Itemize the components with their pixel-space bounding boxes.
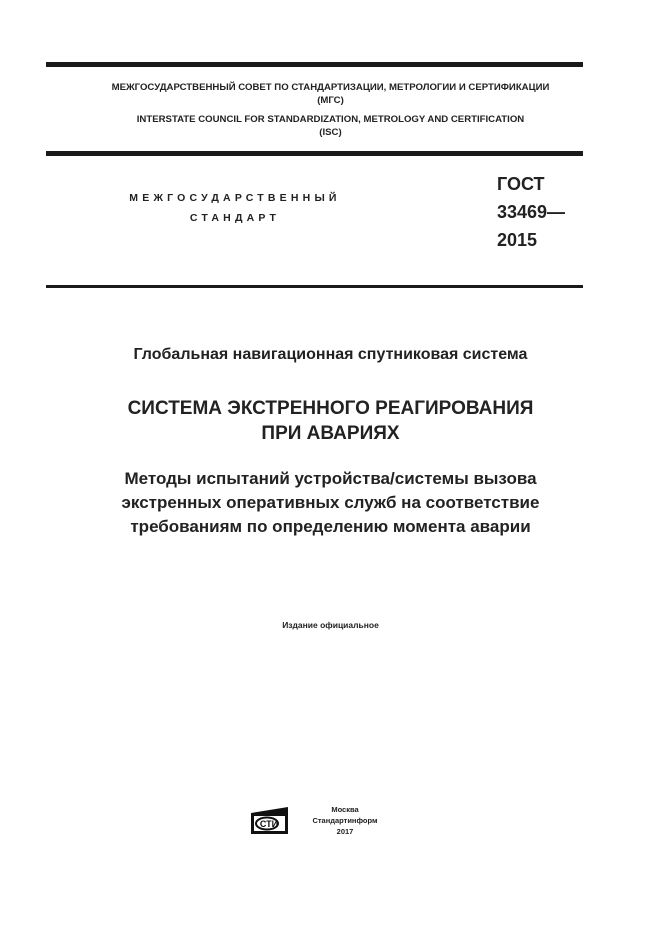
- publisher-block: [290, 804, 400, 837]
- standard-rule: [46, 285, 583, 288]
- council-en: INTERSTATE COUNCIL FOR STANDARDIZATION, METROLOGY AND CERTIFICATION: [136, 114, 525, 125]
- publisher-name: Стандартинформ: [312, 816, 378, 825]
- svg-text:СТИ: СТИ: [259, 819, 279, 829]
- methods-line2: экстренных оперативных служб на соответствие: [121, 493, 540, 512]
- publisher-city: Москва: [331, 805, 359, 814]
- gost-label: ГОСТ: [497, 174, 545, 194]
- top-rule: [46, 62, 583, 67]
- main-title-line1: СИСТЕМА ЭКСТРЕННОГО РЕАГИРОВАНИЯ: [127, 398, 534, 419]
- standard-kind-line2: СТАНДАРТ: [189, 212, 281, 224]
- standartinform-logo-icon: [250, 805, 290, 835]
- council-ru: МЕЖГОСУДАРСТВЕННЫЙ СОВЕТ ПО СТАНДАРТИЗАЦИИ, МЕТРОЛОГИИ И СЕРТИФИКАЦИИ: [111, 82, 550, 93]
- header-rule: [46, 151, 583, 156]
- gost-number: 33469—: [497, 202, 566, 222]
- main-title-line2: ПРИ АВАРИЯХ: [261, 423, 400, 444]
- council-en-abbr: (ISC): [319, 127, 342, 138]
- publisher-year: 2017: [336, 827, 354, 836]
- council-ru-abbr: (МГС): [317, 95, 344, 106]
- gost-year: 2015: [497, 230, 538, 250]
- methods-line3: требованиям по определению момента аварии: [130, 517, 531, 536]
- standard-kind-line1: МЕЖГОСУДАРСТВЕННЫЙ: [129, 192, 341, 204]
- subtitle: Глобальная навигационная спутниковая система: [133, 346, 528, 363]
- gost-designation: [497, 170, 565, 254]
- methods-line1: Методы испытаний устройства/системы вызова: [124, 469, 537, 488]
- edition-label: Издание официальное: [282, 620, 379, 630]
